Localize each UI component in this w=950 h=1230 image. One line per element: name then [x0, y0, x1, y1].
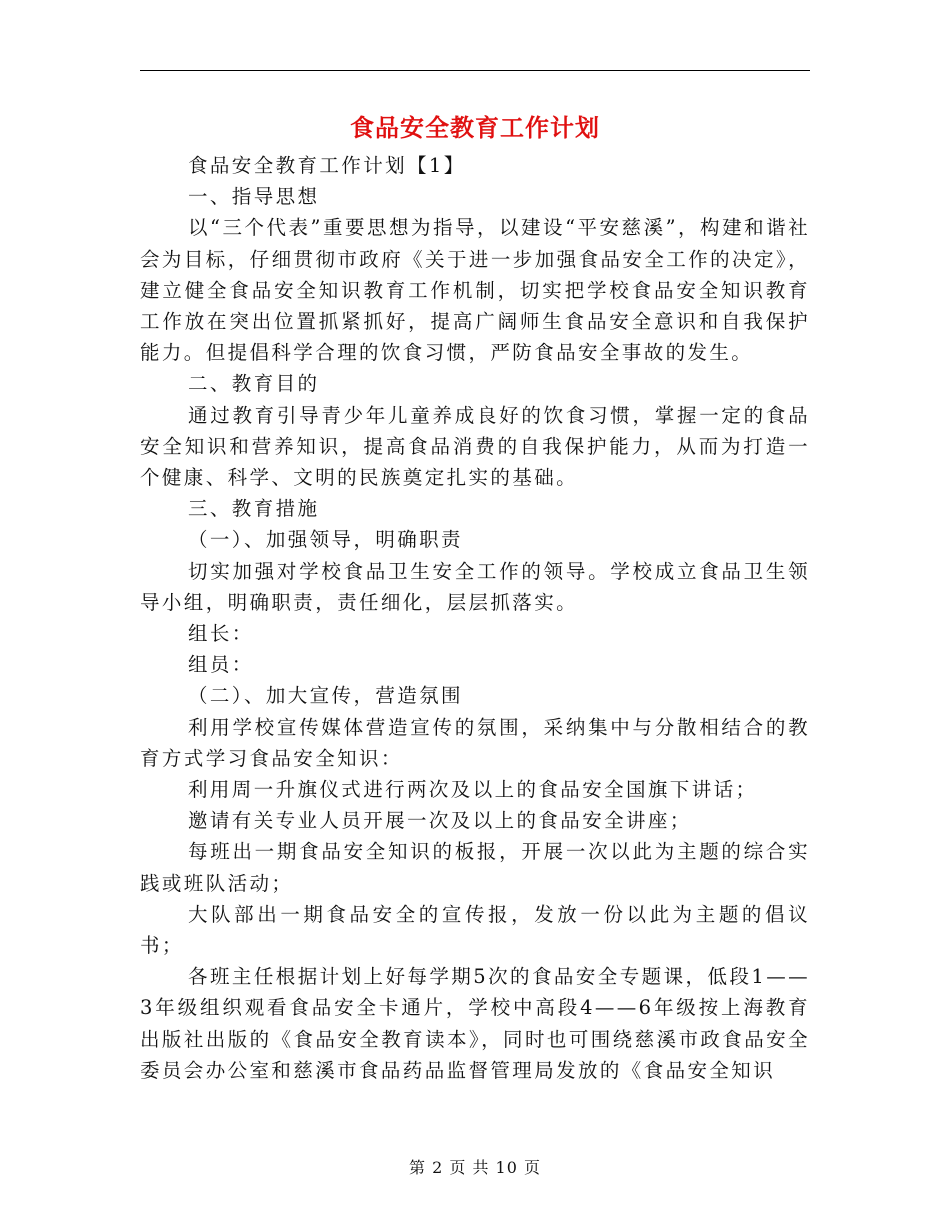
field-team-members: 组员： [188, 653, 254, 677]
paragraph-guiding-ideology: 以“三个代表”重要思想为指导，以建设“平安慈溪”，构建和谐社会为目标，仔细贯彻市政府《关于进一步加强食品安全工作的决定》，建立健全食品安全知识教育工作机制，切实把学校食品安全知识教育工作放在突出位置抓紧抓好，提高广阔师生食品安全意识和自我保护能力。但提倡科学合理的饮食习惯，严防食品安全事故的发生。 [140, 216, 810, 365]
subheading-plan: 食品安全教育工作计划【1】 [188, 154, 466, 177]
document-title: 食品安全教育工作计划 [350, 113, 600, 142]
list-item-special-lessons: 各班主任根据计划上好每学期5次的食品安全专题课，低段1——3年级组织观看食品安全卡通片，学校中高段4——6年级按上海教育出版社出版的《食品安全教育读本》，同时也可围绕慈溪市政食品安全委员会办公室和慈溪市食品药品监督管理局发放的《食品安全知识 [140, 965, 810, 1082]
header-rule [140, 70, 810, 71]
page-number: 第 2 页 共 10 页 [409, 1158, 541, 1177]
subsection-heading-leadership: （一）、加强领导，明确职责 [188, 528, 463, 552]
field-team-leader: 组长： [188, 622, 254, 646]
list-item-lecture: 邀请有关专业人员开展一次及以上的食品安全讲座； [188, 809, 692, 833]
list-item-proposal: 大队部出一期食品安全的宣传报，发放一份以此为主题的倡议书； [140, 902, 810, 958]
section-heading-education-measures: 三、教育措施 [188, 497, 320, 521]
paragraph-leadership: 切实加强对学校食品卫生安全工作的领导。学校成立食品卫生领导小组，明确职责，责任细化，层层抓落实。 [140, 559, 810, 614]
subsection-heading-publicity: （二）、加大宣传，营造氛围 [188, 684, 463, 708]
list-item-blackboard: 每班出一期食品安全知识的板报，开展一次以此为主题的综合实践或班队活动； [140, 840, 810, 895]
section-heading-education-goal: 二、教育目的 [188, 372, 320, 396]
section-heading-guiding-ideology: 一、指导思想 [188, 185, 320, 209]
list-item-flag-speech: 利用周一升旗仪式进行两次及以上的食品安全国旗下讲话； [188, 778, 758, 802]
paragraph-education-goal: 通过教育引导青少年儿童养成良好的饮食习惯，掌握一定的食品安全知识和营养知识，提高食品消费的自我保护能力，从而为打造一个健康、科学、文明的民族奠定扎实的基础。 [140, 403, 810, 490]
paragraph-publicity: 利用学校宣传媒体营造宣传的氛围，采纳集中与分散相结合的教育方式学习食品安全知识： [140, 715, 810, 770]
document-body [140, 150, 810, 1086]
